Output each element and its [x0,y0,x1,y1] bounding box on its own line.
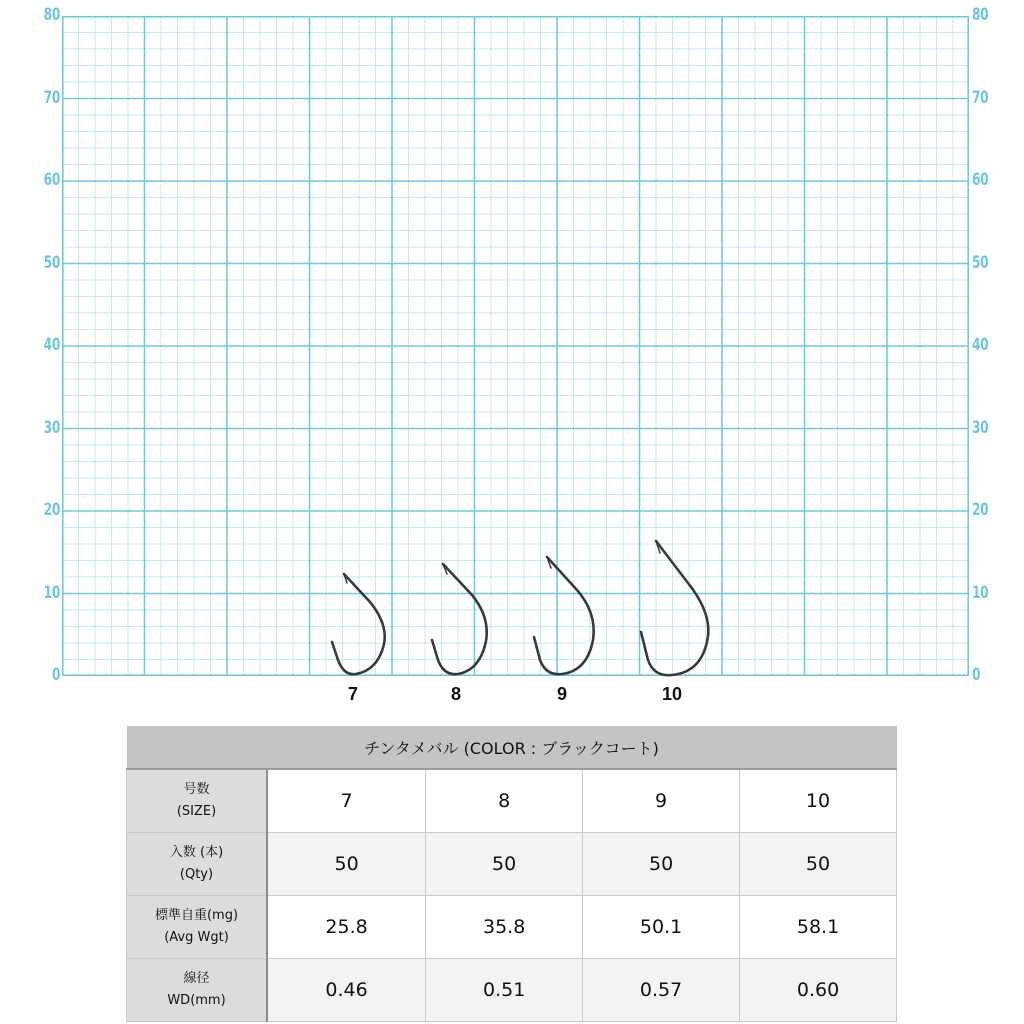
y-tick-right: 60 [972,170,989,190]
row-header [127,959,268,1022]
y-tick-left: 70 [43,88,60,108]
table-row-wire-diameter [127,959,897,1022]
table-cell: 10 [740,769,897,833]
row-header-en: (Avg Wgt) [164,930,229,945]
hook-icon-size-8 [432,564,487,674]
row-header [127,833,268,896]
y-tick-left: 30 [43,418,60,438]
table-row-qty [127,833,897,896]
table-row-weight [127,896,897,959]
y-tick-left: 80 [43,5,60,25]
hook-size-label: 10 [661,684,683,704]
y-tick-left: 10 [43,583,60,603]
row-header-en: (Qty) [179,867,214,882]
hook-size-label: 7 [347,684,358,704]
y-tick-right: 70 [972,88,989,108]
y-tick-left: 50 [43,253,60,273]
y-tick-right: 20 [972,500,989,520]
hook-size-label: 9 [556,684,567,704]
y-tick-right: 40 [972,335,989,355]
table-cell: 25.8 [267,896,426,959]
y-tick-left: 40 [43,335,60,355]
y-tick-right: 80 [972,5,989,25]
table-cell: 50 [740,833,897,896]
y-tick-right: 50 [972,253,989,273]
table-cell: 8 [426,769,583,833]
hook-icon-size-7 [332,574,385,674]
y-tick-right: 0 [972,665,981,685]
table-cell: 9 [583,769,740,833]
y-tick-left: 0 [51,665,60,685]
y-tick-right: 10 [972,583,989,603]
row-header [127,769,268,833]
table-cell: 0.60 [740,959,897,1022]
row-header-jp: 号数 [183,782,210,797]
hook-icon-size-9 [534,557,594,674]
y-tick-left: 60 [43,170,60,190]
table-cell: 50 [583,833,740,896]
row-header-en: WD(mm) [167,993,226,1008]
table-cell: 50.1 [583,896,740,959]
row-header-jp: 線径 [183,971,210,986]
table-cell: 0.51 [426,959,583,1022]
y-tick-left: 20 [43,500,60,520]
table-cell: 58.1 [740,896,897,959]
row-header-en: (SIZE) [176,804,217,819]
table-cell: 50 [267,833,426,896]
table-cell: 35.8 [426,896,583,959]
table-cell: 7 [267,769,426,833]
row-header-jp: 標準自重(mg) [154,908,239,923]
table-cell: 0.57 [583,959,740,1022]
table-cell: 50 [426,833,583,896]
row-header-jp: 入数 (本) [169,845,224,860]
spec-table [126,726,897,1022]
hook-icon-size-10 [641,541,708,675]
table-cell: 0.46 [267,959,426,1022]
hook-size-label: 8 [450,684,461,704]
table-row-size [127,769,897,833]
table-title: チンタメバル (COLOR : ブラックコート) [127,726,897,769]
y-tick-right: 30 [972,418,989,438]
row-header [127,896,268,959]
